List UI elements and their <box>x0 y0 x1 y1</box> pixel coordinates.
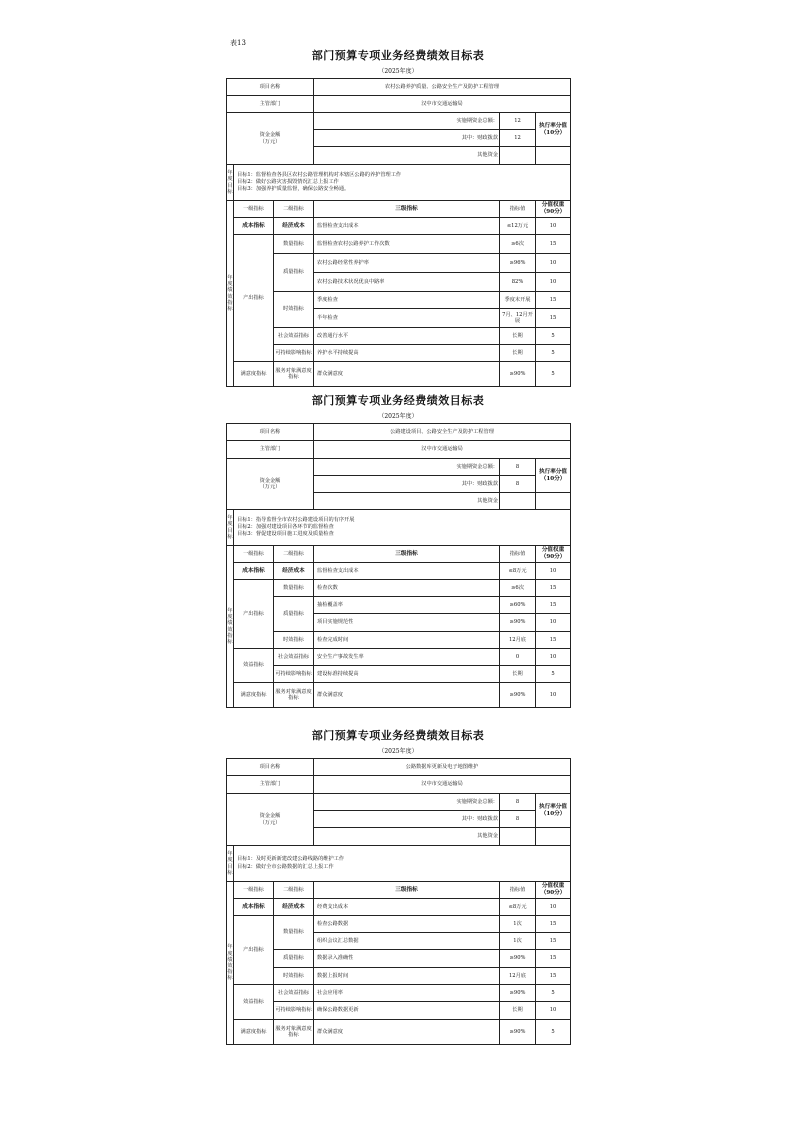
indicator-value: 12月底 <box>500 632 536 649</box>
indicator-weight: 15 <box>536 597 571 614</box>
indicator-weight: 10 <box>536 1002 571 1020</box>
table-row <box>227 666 571 683</box>
annual-goal-text <box>234 846 571 882</box>
goal-line: 目标2：做好全市公路数据的汇总上报工作 <box>237 863 334 870</box>
level2-indicator: 社会效益指标 <box>274 328 314 345</box>
header-level2: 二级指标 <box>274 546 314 563</box>
level2-indicator: 时效指标 <box>274 632 314 649</box>
exec-rate-label: 执行率分值 （10分） <box>536 459 571 493</box>
fiscal-fund-value: 8 <box>500 811 536 828</box>
level3-indicator: 数据录入准确性 <box>314 950 500 968</box>
indicator-value: 82% <box>500 273 536 292</box>
goal-line: 目标3：加强养护质量监督，确保公路安全畅通。 <box>237 186 350 192</box>
indicator-value: ≥60% <box>500 597 536 614</box>
level2-indicator: 时效指标 <box>274 292 314 328</box>
annual-performance-label: 年 度 绩 效 指 标 <box>227 546 234 708</box>
header-level3: 三级指标 <box>314 882 500 899</box>
level3-indicator: 改善通行水平 <box>314 328 500 345</box>
level3-indicator: 群众满意度 <box>314 362 500 387</box>
dept-value: 汉中市交通运输局 <box>314 776 571 794</box>
exec-rate-label: 执行率分值 （10分） <box>536 113 571 147</box>
indicator-value: 长期 <box>500 666 536 683</box>
fiscal-fund-label: 其中：财政拨款 <box>314 476 500 493</box>
level3-indicator: 社会应用率 <box>314 985 500 1002</box>
level3-indicator: 安全生产事故发生率 <box>314 649 500 666</box>
table-row <box>227 235 571 254</box>
other-fund-value <box>500 828 536 846</box>
exec-rate-label: 执行率分值 （10分） <box>536 794 571 828</box>
fiscal-fund-label: 其中：财政拨款 <box>314 811 500 828</box>
goal-line: 目标3：督促建设项目施工进度及质量检查 <box>237 531 334 537</box>
table-row <box>227 254 571 273</box>
table-year: （2025年度） <box>378 68 418 75</box>
level1-indicator: 满意度指标 <box>234 1020 274 1045</box>
other-fund-label: 其他资金 <box>314 828 500 846</box>
level3-indicator: 抽检覆盖率 <box>314 597 500 614</box>
fund-amount-label: 资金金额 （万元） <box>227 113 314 165</box>
indicator-weight: 5 <box>536 345 571 362</box>
table-row <box>227 899 571 916</box>
indicator-value: 0 <box>500 649 536 666</box>
annual-goal-label: 年 度 目 标 <box>227 846 234 882</box>
header-level2: 二级指标 <box>274 882 314 899</box>
indicator-value: ≥6次 <box>500 580 536 597</box>
level1-indicator: 成本指标 <box>234 563 274 580</box>
total-fund-value: 8 <box>500 794 536 811</box>
level3-indicator: 群众满意度 <box>314 1020 500 1045</box>
page-tag: 表13 <box>230 39 246 47</box>
indicator-weight: 10 <box>536 254 571 273</box>
level2-indicator: 经济成本 <box>274 218 314 235</box>
table-row <box>227 563 571 580</box>
indicator-weight: 5 <box>536 985 571 1002</box>
table-row <box>227 1002 571 1020</box>
goal-line: 目标1：及时更新新建改建公路线路的维护工作 <box>237 856 345 863</box>
total-fund-label: 实施期资金总额： <box>314 113 500 130</box>
level1-indicator: 产出指标 <box>234 235 274 362</box>
project-name-label: 项目名称 <box>227 759 314 776</box>
header-weight: 分值权重 （90分） <box>536 201 571 218</box>
other-fund-value <box>500 147 536 165</box>
indicator-value: 12月底 <box>500 968 536 985</box>
annual-performance-label: 年 度 绩 效 指 标 <box>227 882 234 1045</box>
dept-label: 主管部门 <box>227 441 314 459</box>
indicator-value: 长期 <box>500 345 536 362</box>
project-name-label: 项目名称 <box>227 424 314 441</box>
level3-indicator: 监督检查支出成本 <box>314 563 500 580</box>
level2-indicator: 数量指标 <box>274 916 314 950</box>
level1-indicator: 满意度指标 <box>234 362 274 387</box>
level3-indicator: 监督检查支出成本 <box>314 218 500 235</box>
indicator-value: ≥6次 <box>500 235 536 254</box>
total-fund-value: 12 <box>500 113 536 130</box>
indicator-value: ≥96% <box>500 254 536 273</box>
project-name-label: 项目名称 <box>227 79 314 96</box>
level1-indicator: 产出指标 <box>234 580 274 649</box>
fund-amount-label: 资金金额 （万元） <box>227 459 314 510</box>
level3-indicator: 农村公路技术状况优良中路率 <box>314 273 500 292</box>
level2-indicator: 经济成本 <box>274 563 314 580</box>
table-row <box>227 597 571 614</box>
goal-line: 目标2：加强对建设项目各环节的监督检查 <box>237 523 334 530</box>
indicator-weight: 10 <box>536 899 571 916</box>
level3-indicator: 群众满意度 <box>314 683 500 708</box>
annual-performance-label: 年 度 绩 效 指 标 <box>227 201 234 387</box>
indicator-weight: 5 <box>536 1020 571 1045</box>
performance-table <box>226 758 571 1045</box>
indicator-weight: 5 <box>536 362 571 387</box>
annual-goal-label: 年 度 目 标 <box>227 165 234 201</box>
level3-indicator: 数据上报时间 <box>314 968 500 985</box>
indicator-weight: 10 <box>536 649 571 666</box>
level2-indicator: 服务对象满意度指标 <box>274 683 314 708</box>
indicator-value: ≤8万元 <box>500 563 536 580</box>
goal-line: 目标2：做好公路灾害损毁情况汇总上报工作 <box>237 178 339 185</box>
exec-rate-value <box>536 147 571 165</box>
table-row <box>227 632 571 649</box>
indicator-weight: 15 <box>536 580 571 597</box>
table-year: （2025年度） <box>378 413 418 420</box>
header-level1: 一级指标 <box>234 546 274 563</box>
header-indicator-value: 指标值 <box>500 546 536 563</box>
indicator-weight: 5 <box>536 328 571 345</box>
level3-indicator: 组织会议汇总数据 <box>314 933 500 950</box>
level2-indicator: 经济成本 <box>274 899 314 916</box>
fiscal-fund-value: 8 <box>500 476 536 493</box>
dept-value: 汉中市交通运输局 <box>314 96 571 113</box>
indicator-value: ≤12万元 <box>500 218 536 235</box>
header-indicator-value: 指标值 <box>500 882 536 899</box>
annual-goal-text <box>234 165 571 201</box>
exec-rate-value <box>536 828 571 846</box>
table-row <box>227 1020 571 1045</box>
level1-indicator: 成本指标 <box>234 218 274 235</box>
level2-indicator: 数量指标 <box>274 235 314 254</box>
header-level3: 三级指标 <box>314 546 500 563</box>
table-row <box>227 985 571 1002</box>
goal-line: 目标1：监督检查各县区农村公路管理机构对本辖区公路的养护管理工作 <box>237 171 402 178</box>
indicator-weight: 15 <box>536 950 571 968</box>
performance-table <box>226 423 571 708</box>
indicator-value: ≥90% <box>500 985 536 1002</box>
indicator-weight: 10 <box>536 683 571 708</box>
header-level1: 一级指标 <box>234 882 274 899</box>
performance-table-block <box>226 727 570 1045</box>
level3-indicator: 检查公路数据 <box>314 916 500 933</box>
other-fund-label: 其他资金 <box>314 493 500 510</box>
indicator-weight: 10 <box>536 563 571 580</box>
indicator-value: 1次 <box>500 933 536 950</box>
table-row <box>227 580 571 597</box>
level2-indicator: 可持续影响指标 <box>274 345 314 362</box>
level2-indicator: 质量指标 <box>274 950 314 968</box>
indicator-value: 长期 <box>500 1002 536 1020</box>
level2-indicator: 质量指标 <box>274 597 314 632</box>
fund-amount-label: 资金金额 （万元） <box>227 794 314 846</box>
indicator-value: ≥90% <box>500 362 536 387</box>
table-row <box>227 218 571 235</box>
indicator-value: ≥90% <box>500 683 536 708</box>
indicator-weight: 15 <box>536 968 571 985</box>
level3-indicator: 确保公路数据更新 <box>314 1002 500 1020</box>
header-level2: 二级指标 <box>274 201 314 218</box>
indicator-weight: 10 <box>536 273 571 292</box>
exec-rate-value <box>536 493 571 510</box>
header-indicator-value: 指标值 <box>500 201 536 218</box>
level3-indicator: 季度检查 <box>314 292 500 309</box>
table-title: 部门预算专项业务经费绩效目标表 <box>311 729 485 742</box>
level2-indicator: 社会效益指标 <box>274 985 314 1002</box>
level3-indicator: 半年检查 <box>314 309 500 328</box>
header-level1: 一级指标 <box>234 201 274 218</box>
indicator-weight: 15 <box>536 235 571 254</box>
performance-table <box>226 78 571 387</box>
header-weight: 分值权重 （90分） <box>536 546 571 563</box>
level2-indicator: 质量指标 <box>274 254 314 292</box>
indicator-value: 1次 <box>500 916 536 933</box>
level3-indicator: 农村公路经常性养护率 <box>314 254 500 273</box>
table-row <box>227 345 571 362</box>
indicator-weight: 5 <box>536 666 571 683</box>
level3-indicator: 养护水平持续提高 <box>314 345 500 362</box>
table-title: 部门预算专项业务经费绩效目标表 <box>311 394 485 407</box>
fiscal-fund-value: 12 <box>500 130 536 147</box>
table-year: （2025年度） <box>378 748 418 755</box>
table-row <box>227 950 571 968</box>
performance-table-block <box>226 47 570 387</box>
table-row <box>227 916 571 933</box>
indicator-weight: 15 <box>536 292 571 309</box>
annual-goal-text <box>234 510 571 546</box>
level3-indicator: 建设标准持续提高 <box>314 666 500 683</box>
level1-indicator: 成本指标 <box>234 899 274 916</box>
table-row <box>227 328 571 345</box>
level3-indicator: 检查完成时间 <box>314 632 500 649</box>
table-row <box>227 649 571 666</box>
level1-indicator: 满意度指标 <box>234 683 274 708</box>
indicator-weight: 15 <box>536 632 571 649</box>
dept-value: 汉中市交通运输局 <box>314 441 571 459</box>
header-weight: 分值权重 （90分） <box>536 882 571 899</box>
indicator-value: ≥90% <box>500 1020 536 1045</box>
indicator-value: 季度末开展 <box>500 292 536 309</box>
annual-goal-label: 年 度 目 标 <box>227 510 234 546</box>
indicator-value: ≥90% <box>500 950 536 968</box>
level1-indicator: 产出指标 <box>234 916 274 985</box>
fiscal-fund-label: 其中：财政拨款 <box>314 130 500 147</box>
project-name-value: 农村公路养护质量、公路安全生产及防护工程管理 <box>314 79 571 96</box>
level2-indicator: 时效指标 <box>274 968 314 985</box>
dept-label: 主管部门 <box>227 776 314 794</box>
table-row <box>227 292 571 309</box>
other-fund-label: 其他资金 <box>314 147 500 165</box>
indicator-value: 长期 <box>500 328 536 345</box>
indicator-weight: 10 <box>536 614 571 632</box>
dept-label: 主管部门 <box>227 96 314 113</box>
project-name-value: 公路数据库更新及电子地图维护 <box>314 759 571 776</box>
project-name-value: 公路建设项目、公路安全生产及防护工程管理 <box>314 424 571 441</box>
level2-indicator: 服务对象满意度指标 <box>274 1020 314 1045</box>
other-fund-value <box>500 493 536 510</box>
indicator-weight: 15 <box>536 916 571 933</box>
table-row <box>227 362 571 387</box>
level3-indicator: 监督检查农村公路养护工作次数 <box>314 235 500 254</box>
header-level3: 三级指标 <box>314 201 500 218</box>
indicator-value: ≥90% <box>500 614 536 632</box>
indicator-weight: 15 <box>536 933 571 950</box>
level2-indicator: 数量指标 <box>274 580 314 597</box>
total-fund-label: 实施期资金总额： <box>314 794 500 811</box>
table-row <box>227 968 571 985</box>
level2-indicator: 社会效益指标 <box>274 649 314 666</box>
total-fund-label: 实施期资金总额： <box>314 459 500 476</box>
level3-indicator: 经费支出成本 <box>314 899 500 916</box>
table-title: 部门预算专项业务经费绩效目标表 <box>311 49 485 62</box>
indicator-weight: 15 <box>536 309 571 328</box>
level1-indicator: 效益指标 <box>234 985 274 1020</box>
level2-indicator: 可持续影响指标 <box>274 666 314 683</box>
total-fund-value: 8 <box>500 459 536 476</box>
goal-line: 目标1：指导监督全市农村公路建设项目的有序开展 <box>237 516 355 523</box>
level2-indicator: 服务对象满意度指标 <box>274 362 314 387</box>
performance-table-block <box>226 392 570 708</box>
indicator-value: 7月、12月开展 <box>500 309 536 328</box>
level2-indicator: 可持续影响指标 <box>274 1002 314 1020</box>
indicator-weight: 10 <box>536 218 571 235</box>
indicator-value: ≤8万元 <box>500 899 536 916</box>
level3-indicator: 项目实施规范性 <box>314 614 500 632</box>
table-row <box>227 683 571 708</box>
level1-indicator: 效益指标 <box>234 649 274 683</box>
level3-indicator: 检查次数 <box>314 580 500 597</box>
